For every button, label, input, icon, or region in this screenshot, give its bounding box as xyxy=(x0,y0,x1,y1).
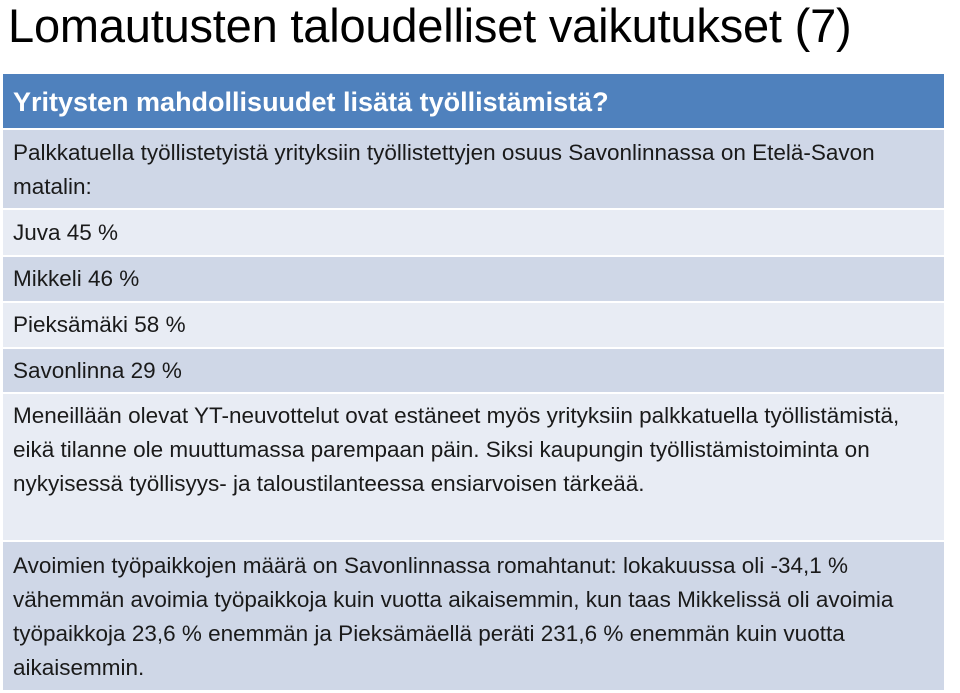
slide-title: Lomautusten taloudelliset vaikutukset (7) xyxy=(8,0,852,52)
table-row: Meneillään olevat YT-neuvottelut ovat estäneet myös yrityksiin palkkatuella työllistämistä, eikä tilanne ole muuttumassa parempaan päin. Siksi kaupungin työllistämistoiminta on nykyisessä työllisyys- ja taloustilanteessa ensiarvoisen tärkeää. xyxy=(3,394,944,542)
table-row: Palkkatuella työllistetyistä yrityksiin työllistettyjen osuus Savonlinnassa on Etelä-Savon matalin: xyxy=(3,130,944,210)
table-row: Mikkeli 46 % xyxy=(3,257,944,303)
table-row: Savonlinna 29 % xyxy=(3,349,944,394)
table-row: Pieksämäki 58 % xyxy=(3,303,944,349)
content-table xyxy=(3,74,944,690)
table-row: Juva 45 % xyxy=(3,210,944,257)
table-header: Yritysten mahdollisuudet lisätä työllistämistä? xyxy=(3,74,944,130)
table-row: Avoimien työpaikkojen määrä on Savonlinnassa romahtanut: lokakuussa oli -34,1 % vähemmän avoimia työpaikkoja kuin vuotta aikaisemmin, kun taas Mikkelissä oli avoimia työpaikkoja 23,6 % enemmän ja Pieksämäellä peräti 231,6 % enemmän kuin vuotta aikaisemmin. xyxy=(3,542,944,690)
